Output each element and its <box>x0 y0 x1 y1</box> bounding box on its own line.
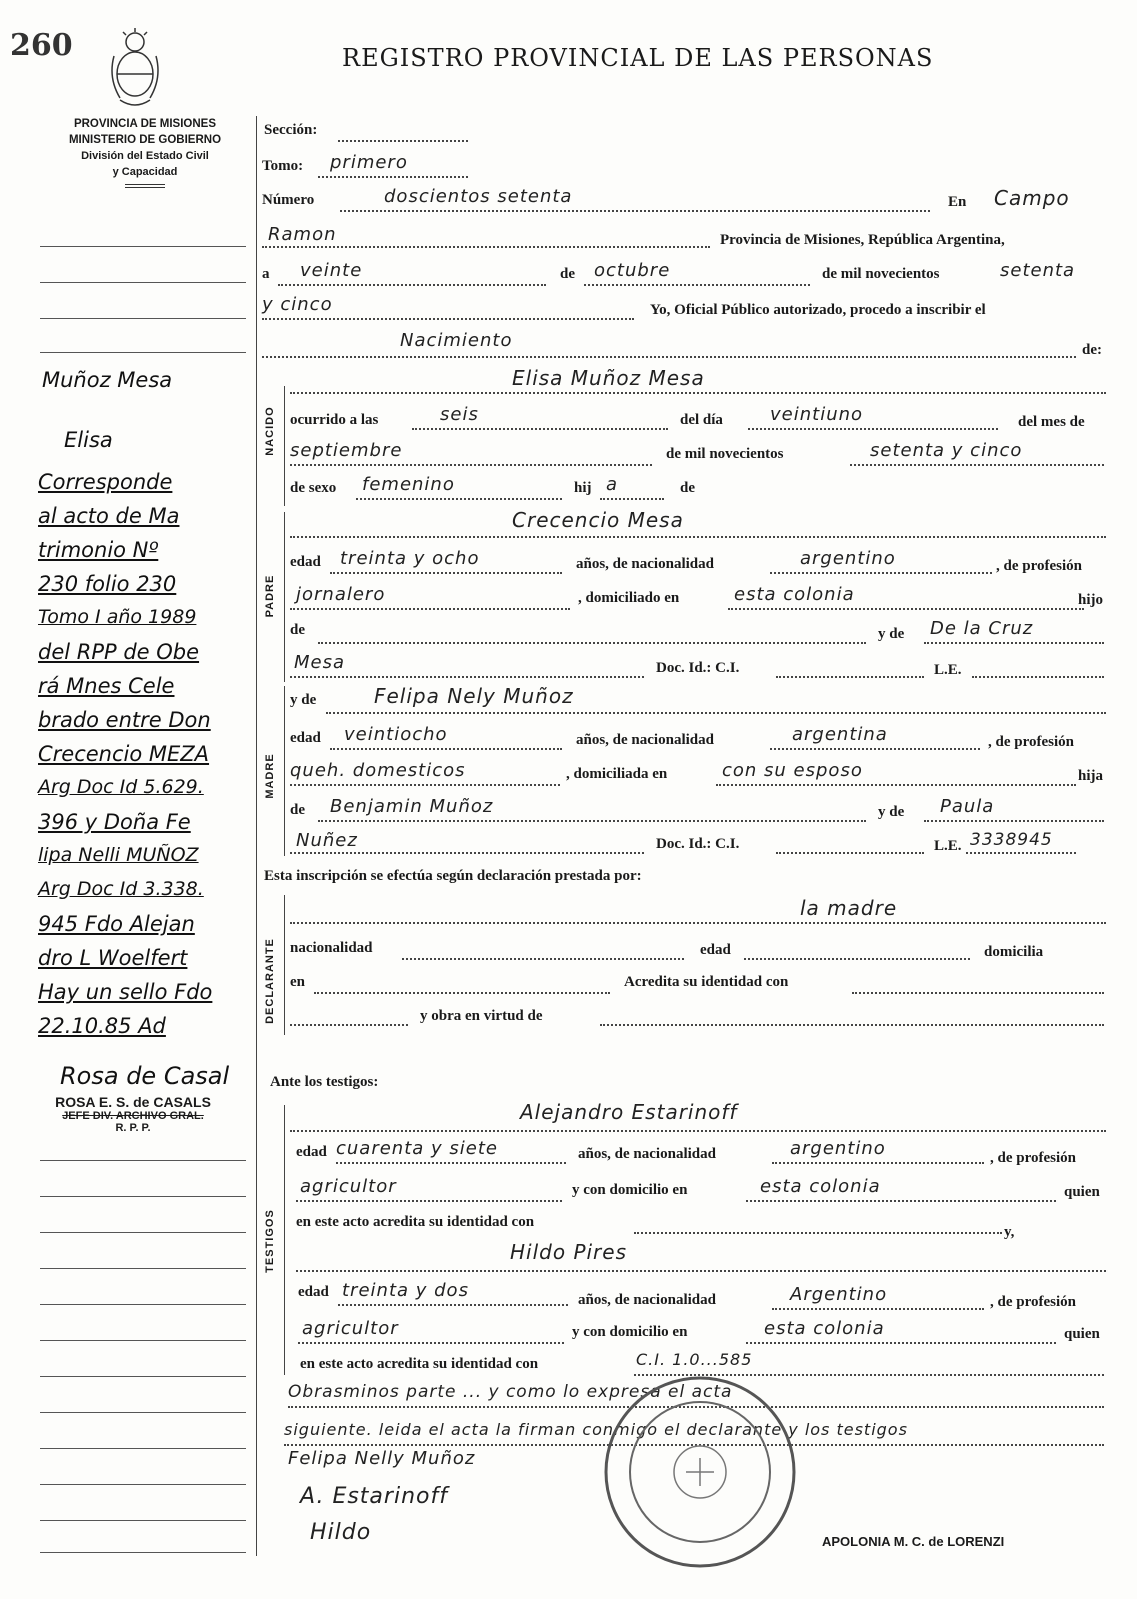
value-mes: octubre <box>594 260 671 281</box>
margin-stamp-line1: ROSA E. S. de CASALS <box>55 1094 211 1110</box>
label-nacionalidad: nacionalidad <box>290 940 373 956</box>
line-edad-padre <box>330 572 562 574</box>
label-hijo: hijo <box>1078 592 1104 608</box>
margin-note-line: Hay un sello Fdo <box>38 980 213 1004</box>
line-edad-dec <box>744 958 970 960</box>
line-dia-nac <box>748 428 998 430</box>
margin-stamp-line2: JEFE DIV. ARCHIVO GRAL. <box>62 1110 204 1122</box>
margin-note-line: rá Mnes Cele <box>38 674 175 698</box>
line-le-padre <box>972 676 1104 678</box>
margin-note <box>38 470 258 1048</box>
value-hij: a <box>606 474 619 495</box>
left-rule <box>40 1552 246 1553</box>
line-dec-extra <box>290 1024 408 1026</box>
label-ocurrido: ocurrido a las <box>290 412 379 428</box>
value-madre: Felipa Nely Muñoz <box>374 684 574 708</box>
line-nac-madre <box>770 748 980 750</box>
line-abuelo-pat <box>318 642 866 644</box>
left-rule <box>40 1160 246 1161</box>
margin-note-line: Crecencio MEZA <box>38 742 210 766</box>
testigos-border <box>284 1105 285 1375</box>
coat-of-arms-icon <box>108 26 162 112</box>
label-doc-id: Doc. Id.: C.I. <box>656 660 740 676</box>
left-rule <box>40 318 246 319</box>
line-seccion <box>338 140 468 142</box>
value-testigo1: Alejandro Estarinoff <box>520 1100 738 1124</box>
line-acto <box>262 356 1076 358</box>
official-seal-icon <box>600 1372 800 1572</box>
value-anio2: y cinco <box>262 294 333 315</box>
label-doc-id2: Doc. Id.: C.I. <box>656 836 740 852</box>
line-testigo2 <box>296 1270 1106 1272</box>
section-declarante: DECLARANTE <box>264 938 276 1024</box>
value-sexo: femenino <box>362 474 455 495</box>
label-y-con-dom2: y con domicilio en <box>572 1324 688 1340</box>
value-prof-padre: jornalero <box>296 584 386 605</box>
left-rule <box>40 1520 246 1521</box>
label-edad2: edad <box>290 730 321 746</box>
label-y-con-dom: y con domicilio en <box>572 1182 688 1198</box>
value-edad-t2: treinta y dos <box>342 1280 469 1301</box>
signature-oficial: APOLONIA M. C. de LORENZI <box>822 1534 1005 1549</box>
label-anios-nac3: años, de nacionalidad <box>578 1146 716 1162</box>
signature-madre: Felipa Nelly Muñoz <box>288 1448 476 1469</box>
line-edad-t2 <box>338 1304 568 1306</box>
line-sexo <box>356 498 562 500</box>
value-edad-t1: cuarenta y siete <box>336 1138 498 1159</box>
margin-note-line: 230 folio 230 <box>38 572 177 596</box>
margin-note-line: dro L Woelfert <box>38 946 188 970</box>
line-mes-nac <box>290 464 652 466</box>
label-en-este: en este acto acredita su identidad con <box>296 1214 535 1230</box>
line-dia <box>278 284 546 286</box>
left-rule <box>40 1484 246 1485</box>
label-edad: edad <box>290 554 321 570</box>
left-rule <box>40 1340 246 1341</box>
madre-border <box>284 686 285 856</box>
line-abuela-mat <box>924 820 1104 822</box>
value-nac-t2: Argentino <box>790 1284 888 1305</box>
margin-surname: Muñoz Mesa <box>42 368 173 392</box>
line-prof-t2 <box>298 1342 564 1344</box>
header-line4: y Capacidad <box>112 166 178 178</box>
label-de: de <box>560 266 575 282</box>
header-underline <box>125 184 165 188</box>
label-yo: Yo, Oficial Público autorizado, procedo a inscribir el <box>650 302 986 318</box>
signature-testigo1: A. Estarinoff <box>300 1484 448 1509</box>
left-rule <box>40 352 246 353</box>
line-testigo1 <box>290 1130 1106 1132</box>
left-rule <box>40 1232 246 1233</box>
label-de-profesion: , de profesión <box>996 558 1082 574</box>
label-y-comma: y, <box>1004 1224 1015 1240</box>
label-del-mes: del mes de <box>1018 414 1085 430</box>
left-rule <box>40 1196 246 1197</box>
value-abuela-mat1: Paula <box>940 796 995 817</box>
value-lugar: Ramon <box>268 224 337 245</box>
margin-note-line: Arg Doc Id 3.338. <box>38 878 204 900</box>
line-le-madre <box>966 852 1076 854</box>
margin-note-line: trimonio Nº <box>38 538 159 562</box>
line-id-dec <box>852 992 1104 994</box>
label-obra: y obra en virtud de <box>420 1008 543 1024</box>
line-hora <box>412 428 668 430</box>
label-anios-nac2: años, de nacionalidad <box>576 732 714 748</box>
line-prof-madre <box>290 784 560 786</box>
value-abuela-mat2: Nuñez <box>296 830 358 851</box>
label-del-dia: del día <box>680 412 723 428</box>
label-de-profesion4: , de profesión <box>990 1294 1076 1310</box>
value-tomo: primero <box>330 152 408 173</box>
margin-note-line: 945 Fdo Alejan <box>38 912 195 936</box>
label-edad3: edad <box>700 942 731 958</box>
header-line2: MINISTERIO DE GOBIERNO <box>68 134 222 146</box>
margin-note-line: brado entre Don <box>38 708 211 732</box>
line-ci-madre <box>776 852 924 854</box>
line-obra <box>600 1024 1104 1026</box>
left-rule <box>40 1268 246 1269</box>
value-edad-padre: treinta y ocho <box>340 548 480 569</box>
section-nacido: NACIDO <box>264 406 276 456</box>
value-dom-madre: con su esposo <box>722 760 863 781</box>
left-rule <box>40 1448 246 1449</box>
label-de-profesion3: , de profesión <box>990 1150 1076 1166</box>
line-tomo <box>318 176 468 178</box>
header-block <box>40 116 250 188</box>
line-nombre <box>290 392 1106 394</box>
margin-stamp <box>18 1094 248 1134</box>
label-y-de2: y de <box>290 692 317 708</box>
value-testigo2: Hildo Pires <box>510 1240 628 1264</box>
line-madre <box>326 712 1106 714</box>
header-line3: División del Estado Civil <box>81 150 209 162</box>
label-domiciliada: , domiciliada en <box>566 766 668 782</box>
line-mes <box>584 284 810 286</box>
line-nac-t2 <box>772 1308 984 1310</box>
label-de2: de <box>680 480 695 496</box>
section-testigos: TESTIGOS <box>264 1209 276 1273</box>
label-de3: de <box>290 622 305 638</box>
line-dom-t1 <box>746 1200 1056 1202</box>
label-sexo: de sexo <box>290 480 337 496</box>
line-prof-t1 <box>296 1200 562 1202</box>
value-id-t2: C.I. 1.0...585 <box>636 1350 753 1369</box>
line-lugar <box>262 246 710 248</box>
label-y-de: y de <box>878 626 905 642</box>
line-dom-t2 <box>746 1342 1056 1344</box>
label-quien2: quien <box>1064 1326 1100 1342</box>
label-en-este2: en este acto acredita su identidad con <box>300 1356 539 1372</box>
value-prof-madre: queh. domesticos <box>290 760 466 781</box>
margin-signature: Rosa de Casal <box>60 1062 230 1090</box>
line-id-t1 <box>634 1232 1002 1234</box>
value-nac-t1: argentino <box>790 1138 886 1159</box>
margin-note-line: al acto de Ma <box>38 504 180 528</box>
value-dom-padre: esta colonia <box>734 584 855 605</box>
left-rule <box>40 1412 246 1413</box>
label-hij: hij <box>574 480 592 496</box>
label-domicilia: domicilia <box>984 944 1044 960</box>
section-madre: MADRE <box>264 753 276 799</box>
value-mes-nac: septiembre <box>290 440 403 461</box>
value-nac-padre: argentino <box>800 548 896 569</box>
margin-name: Elisa <box>64 428 113 452</box>
label-acredita: Acredita su identidad con <box>624 974 789 990</box>
value-dom-t2: esta colonia <box>764 1318 885 1339</box>
value-en: Campo <box>994 186 1070 210</box>
line-anio <box>262 318 634 320</box>
value-prof-t1: agricultor <box>300 1176 397 1197</box>
line-hij <box>600 498 664 500</box>
line-dom-padre <box>728 608 1084 610</box>
line-nac-t1 <box>772 1162 984 1164</box>
label-de4: de <box>290 802 305 818</box>
label-en2: en <box>290 974 305 990</box>
label-quien: quien <box>1064 1184 1100 1200</box>
line-numero <box>340 210 930 212</box>
label-numero: Número <box>262 192 315 208</box>
line-declarante <box>290 922 1106 924</box>
margin-note-line: Arg Doc Id 5.629. <box>38 776 204 798</box>
line-dom-dec <box>314 992 610 994</box>
value-anio1: setenta <box>1000 260 1076 281</box>
label-tomo: Tomo: <box>262 158 304 174</box>
signature-testigo2: Hildo <box>310 1520 372 1545</box>
label-provincia: Provincia de Misiones, República Argentina, <box>720 232 1005 248</box>
line-dom-madre <box>716 784 1076 786</box>
value-hora: seis <box>440 404 479 425</box>
label-de-mil: de mil novecientos <box>822 266 940 282</box>
value-padre: Crecencio Mesa <box>512 508 684 532</box>
label-y-de3: y de <box>878 804 905 820</box>
value-dom-t1: esta colonia <box>760 1176 881 1197</box>
section-padre: PADRE <box>264 574 276 618</box>
margin-note-line: Tomo I año 1989 <box>38 606 197 628</box>
value-le-madre: 3338945 <box>970 830 1053 850</box>
value-dia: veinte <box>300 260 363 281</box>
margin-stamp-line3: R. P. P. <box>115 1122 151 1134</box>
line-nac-padre <box>770 572 992 574</box>
left-rule <box>40 1376 246 1377</box>
label-anios-nac4: años, de nacionalidad <box>578 1292 716 1308</box>
label-edad4: edad <box>296 1144 327 1160</box>
line-ci-padre <box>776 676 924 678</box>
padre-border <box>284 512 285 682</box>
note-line1: Obrasminos parte ... y como lo expresa el acta <box>288 1382 733 1402</box>
nacido-border <box>284 386 285 506</box>
value-abuela-pat2: Mesa <box>294 652 346 673</box>
margin-note-line: Corresponde <box>38 470 173 494</box>
label-edad5: edad <box>298 1284 329 1300</box>
line-abuela-pat2 <box>290 676 644 678</box>
value-anio-nac: setenta y cinco <box>870 440 1023 461</box>
declarante-border <box>284 895 285 1035</box>
margin-note-line: 22.10.85 Ad <box>38 1014 166 1038</box>
left-rule <box>40 282 246 283</box>
line-padre <box>290 536 1106 538</box>
note-line2: siguiente. leida el acta la firman conmigo el declarante y los testigos <box>284 1420 908 1439</box>
label-le2: L.E. <box>934 838 962 854</box>
value-abuelo-mat: Benjamin Muñoz <box>330 796 494 817</box>
value-declarante: la madre <box>800 896 898 920</box>
header-line1: PROVINCIA DE MISIONES <box>73 118 217 130</box>
line-edad-madre <box>330 748 562 750</box>
margin-note-line: lipa Nelli MUÑOZ <box>38 844 199 866</box>
line-nac-dec <box>402 958 684 960</box>
label-a: a <box>262 266 270 282</box>
label-le: L.E. <box>934 662 962 678</box>
value-nombre: Elisa Muñoz Mesa <box>512 366 705 390</box>
line-edad-t1 <box>336 1162 566 1164</box>
document-title: REGISTRO PROVINCIAL DE LAS PERSONAS <box>342 44 934 72</box>
left-rule <box>40 1304 246 1305</box>
margin-note-line: 396 y Doña Fe <box>38 810 191 834</box>
value-prof-t2: agricultor <box>302 1318 399 1339</box>
value-dia-nac: veintiuno <box>770 404 864 425</box>
value-nac-madre: argentina <box>792 724 888 745</box>
value-numero: doscientos setenta <box>384 186 573 207</box>
line-anio-nac <box>850 464 1104 466</box>
label-seccion: Sección: <box>264 122 318 138</box>
line-abuela-mat2 <box>290 852 644 854</box>
line-prof-padre <box>290 608 570 610</box>
line-abuela-pat <box>924 642 1104 644</box>
label-de-profesion2: , de profesión <box>988 734 1074 750</box>
label-esta-inscripcion: Esta inscripción se efectúa según declaración prestada por: <box>264 868 642 884</box>
label-domiciliado: , domiciliado en <box>578 590 680 606</box>
value-edad-madre: veintiocho <box>344 724 448 745</box>
line-abuelo-mat <box>318 820 866 822</box>
value-abuela-pat1: De la Cruz <box>930 618 1034 639</box>
label-de-colon: de: <box>1082 342 1102 358</box>
label-en: En <box>948 194 967 210</box>
label-de-mil2: de mil novecientos <box>666 446 784 462</box>
margin-note-line: del RPP de Obe <box>38 640 200 664</box>
page-number: 260 <box>10 28 73 63</box>
label-anios-nac: años, de nacionalidad <box>576 556 714 572</box>
left-rule <box>40 246 246 247</box>
value-acto: Nacimiento <box>400 330 513 351</box>
label-ante: Ante los testigos: <box>270 1074 379 1090</box>
label-hija: hija <box>1078 768 1104 784</box>
